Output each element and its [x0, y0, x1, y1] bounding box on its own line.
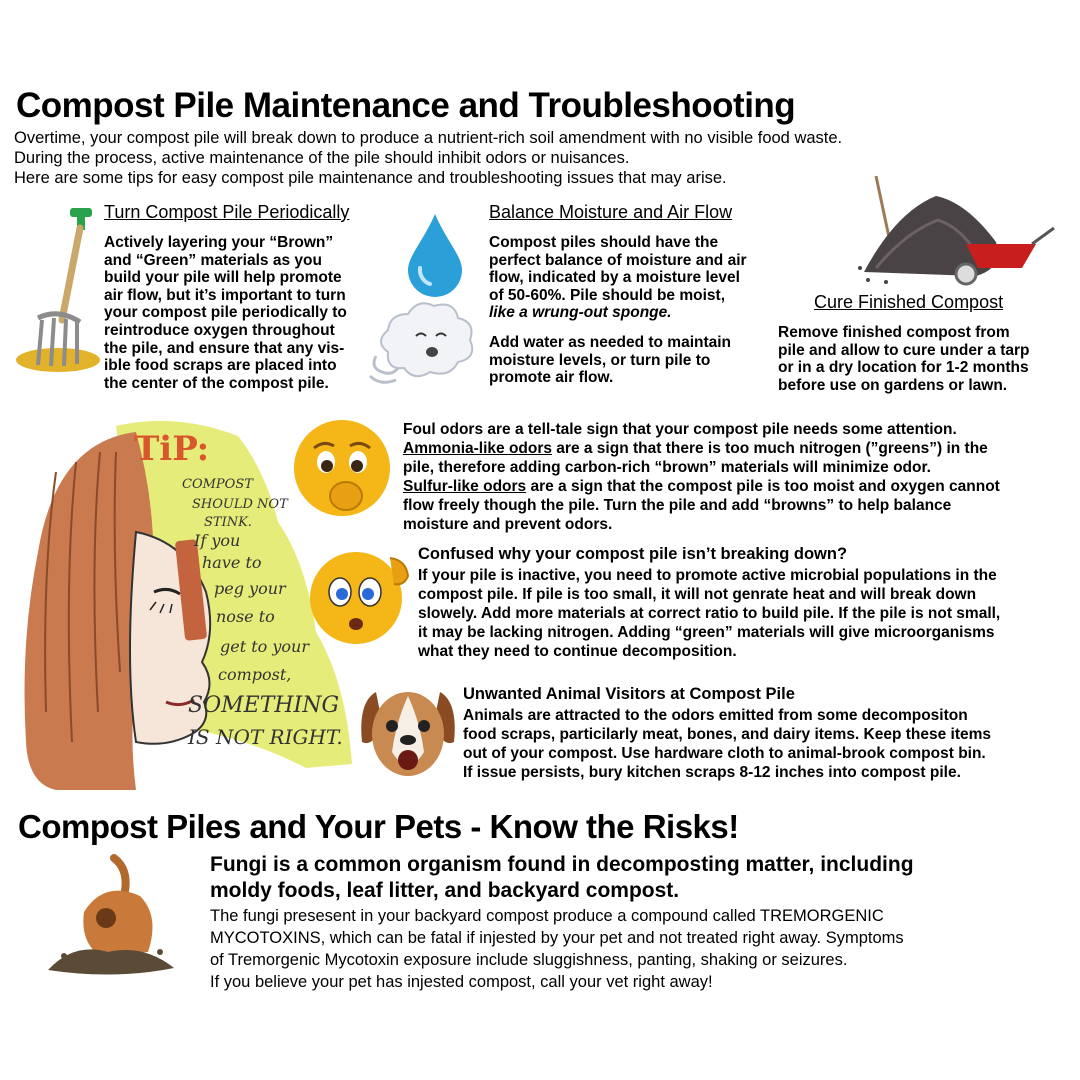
fungi-heading [210, 852, 1070, 904]
confused-heading: Confused why your compost pile isn’t breaking down? [418, 545, 848, 563]
ammonia-label: Ammonia-like odors [403, 440, 552, 457]
fungi-line: of Tremorgenic Mycotoxin exposure include sluggishness, panting, shaking or seizures. [210, 951, 848, 969]
turn-line: reintroduce oxygen throughout [104, 321, 335, 339]
confused-line: it may be lacking nitrogen. Adding “green” materials will give microorganisms [418, 624, 995, 641]
wind-cloud-icon [368, 296, 486, 392]
tip-art-line: If you [194, 531, 241, 550]
tip-art-line: compost, [218, 665, 292, 684]
turn-line: Actively layering your “Brown” [104, 234, 334, 251]
fungi-line: MYCOTOXINS, which can be fatal if injested by your pet and not treated right away. Symptoms [210, 929, 904, 947]
balance-line: of 50-60%. Pile should be moist, [489, 286, 725, 304]
animals-line: If issue persists, bury kitchen scraps 8-12 inches into compost pile. [463, 764, 961, 781]
odor-line: moisture and prevent odors. [403, 516, 613, 533]
fungi-line: If you believe your pet has injested compost, call your vet right away! [210, 973, 713, 991]
confused-line: slowely. Add more materials at correct ratio to build pile. If the pile is not small, [418, 605, 1001, 622]
turn-line: and “Green” materials as you [104, 251, 322, 269]
digging-dog-icon [44, 852, 178, 980]
balance-line: flow, indicated by a moisture level [489, 269, 740, 287]
page-title: Compost Pile Maintenance and Troubleshooting [16, 86, 796, 125]
tip-art-line: have to [202, 553, 262, 572]
balance-line: moisture levels, or turn pile to [489, 351, 711, 369]
tip-art-line: SHOULD NOT [192, 497, 288, 512]
pets-title: Compost Piles and Your Pets - Know the Risks! [18, 808, 739, 845]
confused-emoji-icon [306, 544, 418, 648]
balance-line: Add water as needed to maintain [489, 334, 732, 351]
balance-heading: Balance Moisture and Air Flow [489, 202, 733, 222]
animals-line: Animals are attracted to the odors emitted from some decompositon [463, 707, 968, 724]
sulfur-label: Sulfur-like odors [403, 478, 527, 495]
balance-body-2 [489, 334, 779, 387]
turn-line: your compost pile periodically to [104, 304, 347, 322]
fungi-heading-line: Fungi is a common organism found in decomposting matter, including [210, 853, 914, 876]
tip-art-line: STINK. [204, 515, 252, 530]
odor-ammonia-line [403, 439, 1073, 458]
balance-line: perfect balance of moisture and air [489, 251, 747, 269]
animals-body [463, 706, 1073, 782]
tip-art-line: IS NOT RIGHT. [188, 725, 343, 749]
odor-sulfur-line [403, 477, 1073, 496]
turn-line: air flow, but it’s important to turn [104, 286, 346, 304]
animals-line: out of your compost. Use hardware cloth to animal-brook compost bin. [463, 745, 986, 762]
turn-line: the center of the compost pile. [104, 374, 329, 392]
odor-text [403, 420, 1073, 534]
cure-line: Remove finished compost from [778, 324, 1010, 341]
water-drop-icon [404, 212, 466, 298]
nose-pinch-emoji-icon [290, 416, 394, 520]
tip-art-line: COMPOST [182, 477, 253, 492]
cure-line: before use on gardens or lawn. [778, 376, 1008, 394]
odor-line: Foul odors are a tell-tale sign that your compost pile needs some attention. [403, 421, 957, 438]
balance-body [489, 234, 779, 322]
ammonia-rest: are a sign that there is too much nitrogen (”greens”) in the [552, 440, 988, 457]
fungi-heading-line: moldy foods, leaf litter, and backyard compost. [210, 879, 680, 902]
turn-heading: Turn Compost Pile Periodically [104, 202, 350, 222]
compost-wheelbarrow-icon [846, 172, 1060, 290]
odor-line: flow freely though the pile. Turn the pile and add “browns” to help balance [403, 497, 952, 514]
fungi-line: The fungi presesent in your backyard compost produce a compound called TREMORGENIC [210, 907, 884, 925]
balance-italic-line: like a wrung-out sponge. [489, 304, 672, 322]
dog-face-emoji-icon [356, 682, 460, 782]
turn-body [104, 234, 394, 392]
confused-body [418, 566, 1078, 661]
confused-line: If your pile is inactive, you need to promote active microbial populations in the [418, 567, 997, 584]
fungi-body [210, 905, 1070, 993]
pitchfork-icon [8, 200, 108, 380]
tip-word: TiP: [134, 429, 210, 469]
intro-line: Here are some tips for easy compost pile maintenance and troubleshooting issues that may arise. [14, 169, 727, 187]
turn-line: the pile, and ensure that any vis- [104, 339, 345, 357]
balance-line: Compost piles should have the [489, 234, 719, 251]
turn-line: build your pile will help promote [104, 269, 342, 287]
tip-art-line: get to your [220, 637, 309, 656]
cure-line: or in a dry location for 1-2 months [778, 359, 1029, 377]
cure-heading: Cure Finished Compost [814, 292, 1004, 312]
animals-heading: Unwanted Animal Visitors at Compost Pile [463, 685, 795, 703]
sulfur-rest: are a sign that the compost pile is too moist and oxygen cannot [526, 478, 1000, 495]
intro-line: Overtime, your compost pile will break down to produce a nutrient-rich soil amendment with no visible food waste. [14, 129, 843, 147]
cure-body [778, 324, 1078, 394]
odor-line: pile, therefore adding carbon-rich “brown” materials will minimize odor. [403, 459, 931, 476]
confused-line: compost pile. If pile is too small, it will not genrate heat and will break down [418, 586, 977, 603]
cure-line: pile and allow to cure under a tarp [778, 341, 1030, 359]
turn-line: ible food scraps are placed into [104, 357, 337, 375]
tip-art-line: peg your [214, 579, 286, 598]
tip-art-line: nose to [216, 607, 275, 626]
animals-line: food scraps, particilarly meat, bones, and dairy items. Keep these items [463, 726, 992, 743]
balance-line: promote air flow. [489, 369, 614, 387]
intro-line: During the process, active maintenance of the pile should inhibit odors or nuisances. [14, 149, 630, 167]
tip-art-line: SOMETHING [188, 693, 340, 718]
confused-line: what they need to continue decomposition. [418, 643, 737, 660]
